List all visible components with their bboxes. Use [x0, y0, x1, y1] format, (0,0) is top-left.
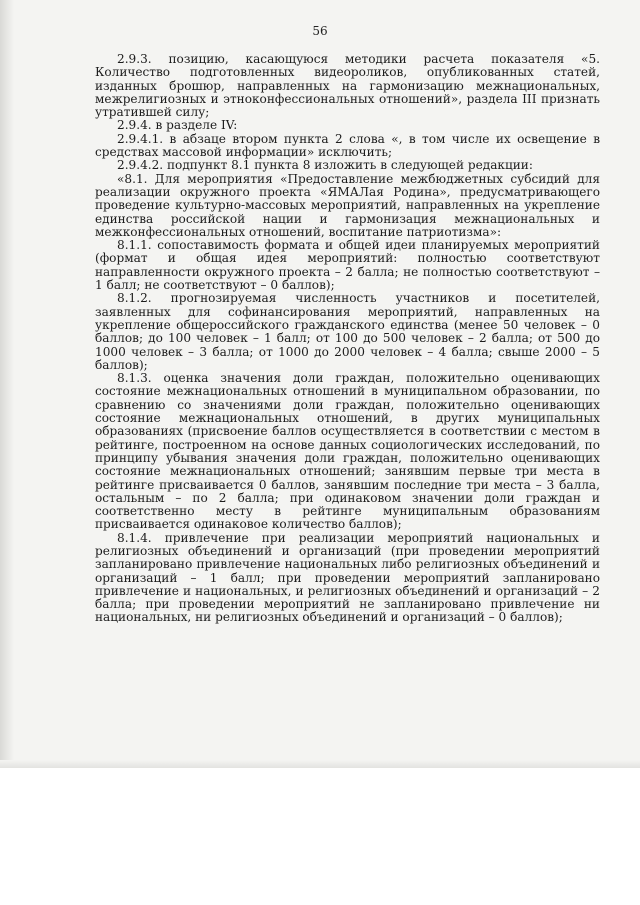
paragraph-8-1-4: 8.1.4. привлечение при реализации мероприятий национальных и религиозных объединений и организаций (при проведении мероприятий запланировано привлечение национальных либо религиозных объединений и организаций – 1 балл; при проведении мероприятий запланировано привлечение и национальных, и религиозных объединений и организаций – 2 балла; при проведении мероприятий не запланировано привлечение ни национальных, ни религиозных объединений и организаций – 0 баллов); [95, 530, 600, 625]
page-bottom-edge [0, 760, 640, 768]
page-edge-shadow [0, 0, 14, 768]
paragraph-2-9-4: 2.9.4. в разделе IV: [117, 118, 238, 133]
paragraph-2-9-3: 2.9.3. позицию, касающуюся методики расчета показателя «5. Количество подготовленных видеороликов, опубликованных статей, изданных брошюр, направленных на гармонизацию межнациональных, межрелигиозных и этноконфессиональных отношений», раздела III признать утратившей силу; [95, 52, 600, 120]
paragraph-2-9-4-2: 2.9.4.2. подпункт 8.1 пункта 8 изложить в следующей редакции: [117, 158, 533, 173]
paragraph-8-1: «8.1. Для мероприятия «Предоставление межбюджетных субсидий для реализации окружного проекта «ЯМАЛая Родина», предусматривающего проведение культурно-массовых мероприятий, направленных на укрепление единства российской нации и гармонизация межнациональных и межконфессиональных отношений, воспитание патриотизма»: [95, 171, 600, 239]
document-body [95, 53, 600, 625]
paragraph-8-1-3: 8.1.3. оценка значения доли граждан, положительно оценивающих состояние межнациональных отношений в муниципальном образовании, по сравнению со значениями доли граждан, положительно оценивающих состояние межнациональных отношений, в других муниципальных образованиях (присвоение баллов осуществляется в соответствии с местом в рейтинге, построенном на основе данных социологических исследований, по принципу убывания значения доли граждан, положительно оценивающих состояние межнациональных отношений; занявшим первые три места в рейтинге присваивается 0 баллов, занявшим последние три места – 3 балла, остальным – по 2 балла; при одинаковом значении доли граждан и соответственно месту в рейтинге муниципальным образованиям присваивается одинаковое количество баллов); [95, 371, 600, 532]
paragraph-8-1-1: 8.1.1. сопоставимость формата и общей идеи планируемых мероприятий (формат и общая идея мероприятий: полностью соответствуют направленности окружного проекта – 2 балла; не полностью соответствуют – 1 балл; не соответствуют – 0 баллов); [95, 238, 600, 293]
page-number: 56 [312, 24, 328, 38]
paragraph-8-1-2: 8.1.2. прогнозируемая численность участников и посетителей, заявленных для софинансирования мероприятий, направленных на укрепление общероссийского гражданского единства (менее 50 человек – 0 баллов; до 100 человек – 1 балл; от 100 до 500 человек – 2 балла; от 500 до 1000 человек – 3 балла; от 1000 до 2000 человек – 4 балла; свыше 2000 – 5 баллов); [95, 291, 600, 372]
paragraph-2-9-4-1: 2.9.4.1. в абзаце втором пункта 2 слова «, в том числе их освещение в средствах массовой информации» исключить; [95, 131, 600, 160]
